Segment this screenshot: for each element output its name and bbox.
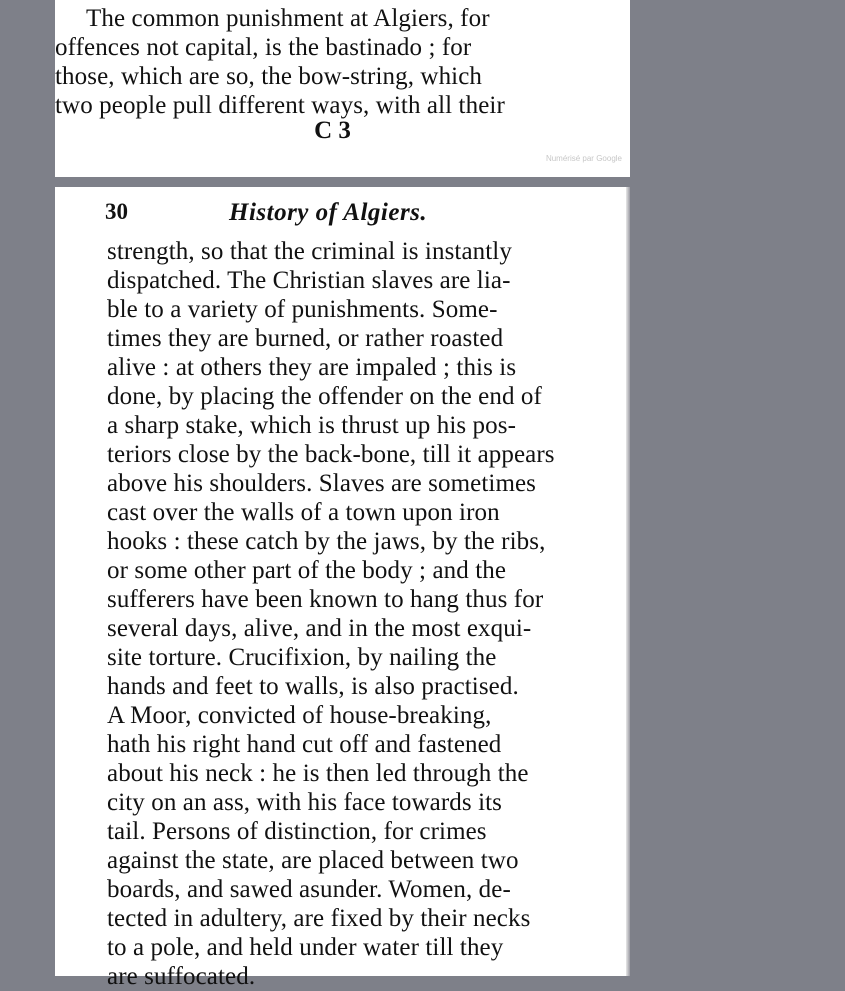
text-line: above his shoulders. Slaves are sometimes [107,470,537,497]
text-line: teriors close by the back-bone, till it appears [107,441,555,468]
text-line: boards, and sawed asunder. Women, de- [107,876,511,903]
text-line: tail. Persons of distinction, for crimes [107,818,487,845]
text-line: alive : at others they are impaled ; this is [107,354,517,381]
text-line: site torture. Crucifixion, by nailing the [107,644,497,671]
running-header [105,199,525,231]
text-line: dispatched. The Christian slaves are lia- [107,267,511,294]
text-line: sufferers have been known to hang thus for [107,586,544,613]
text-line: two people pull different ways, with all their [55,92,505,119]
text-line: several days, alive, and in the most exqui- [107,615,532,642]
signature-mark: C 3 [314,117,351,144]
text-line: times they are burned, or rather roasted [107,325,504,352]
text-line: against the state, are placed between two [107,847,519,874]
text-line: are suffocated. [107,963,256,990]
scanned-page-bottom [55,187,630,990]
scanned-page-top [55,0,630,177]
text-line: tected in adultery, are fixed by their necks [107,905,531,932]
text-line: cast over the walls of a town upon iron [107,499,500,526]
text-line: a sharp stake, which is thrust up his pos- [107,412,517,439]
page-number: 30 [105,199,128,224]
text-line: The common punishment at Algiers, for [86,5,490,32]
text-line: strength, so that the criminal is instantly [107,238,512,265]
text-line: or some other part of the body ; and the [107,557,507,584]
text-line: ble to a variety of punishments. Some- [107,296,498,323]
text-line: done, by placing the offender on the end of [107,383,542,410]
text-line: A Moor, convicted of house-breaking, [107,702,492,729]
text-line: city on an ass, with his face towards its [107,789,502,816]
page-edge-shadow [626,187,630,976]
text-line: about his neck : he is then led through the [107,760,529,787]
digitization-watermark: Numérisé par Google [545,154,622,163]
text-line: hands and feet to walls, is also practised. [107,673,519,700]
text-line: those, which are so, the bow-string, which [55,63,483,90]
text-line: to a pole, and held under water till they [107,934,504,961]
text-line: offences not capital, is the bastinado ; for [55,34,472,61]
running-title: History of Algiers. [229,199,428,226]
text-line: hooks : these catch by the jaws, by the ribs, [107,528,546,555]
text-line: hath his right hand cut off and fastened [107,731,502,758]
